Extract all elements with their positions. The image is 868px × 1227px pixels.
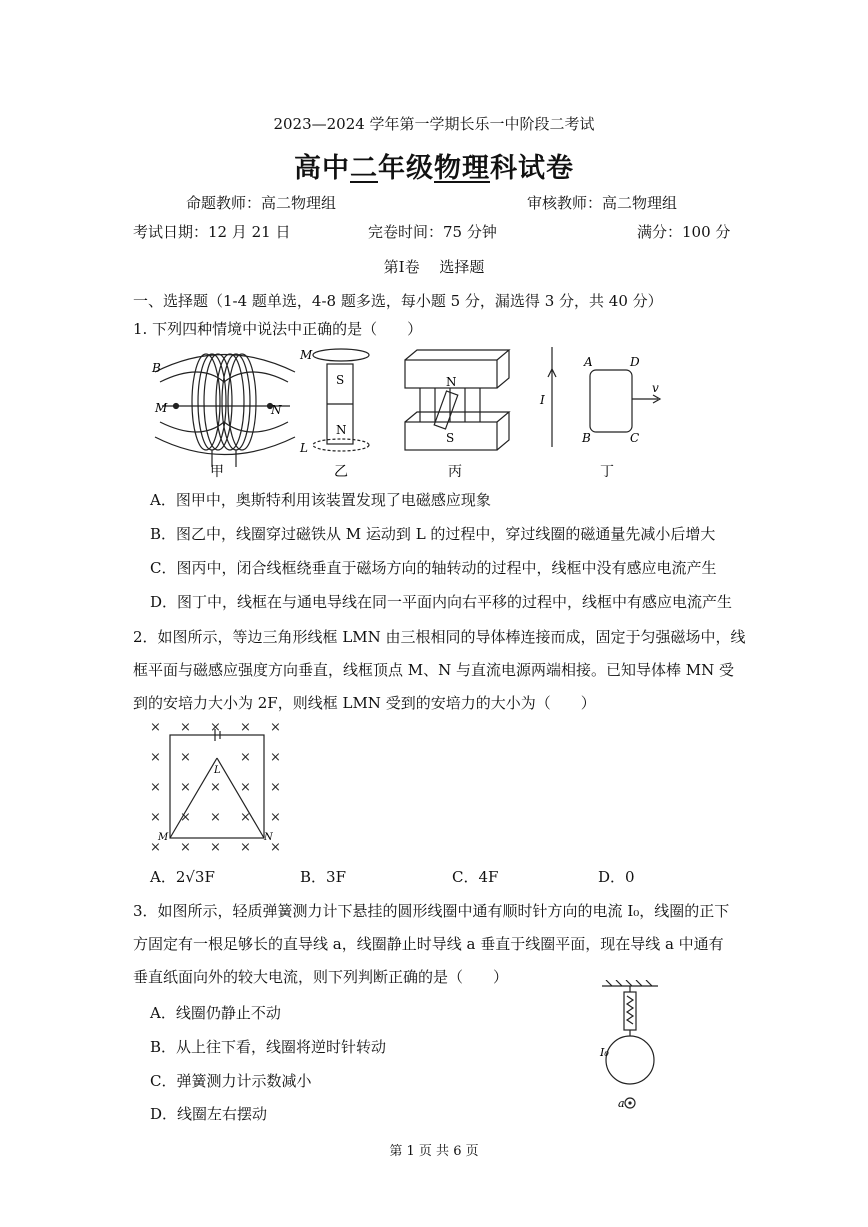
fig-bing-S: S: [446, 431, 455, 445]
svg-text:×: ×: [180, 840, 191, 855]
q1-figures: [140, 342, 700, 482]
svg-text:×: ×: [270, 840, 281, 855]
svg-text:×: ×: [270, 810, 281, 825]
q2-stem-line3: 到的安培力大小为 2F，则线框 LMN 受到的安培力的大小为（ ）: [133, 694, 596, 712]
title-grade: 二: [350, 153, 378, 184]
svg-text:×: ×: [270, 750, 281, 765]
fig-jia-B: B: [152, 361, 161, 375]
fig-jia-M: M: [155, 401, 168, 415]
full-score: 满分：100 分: [637, 223, 731, 241]
svg-text:×: ×: [270, 720, 281, 735]
q1-option-d: D．图丁中，线框在与通电导线在同一平面内向右平移的过程中，线框中有感应电流产生: [150, 593, 733, 611]
q3-fig-I0: I₀: [600, 1046, 609, 1059]
svg-text:×: ×: [240, 720, 251, 735]
fig-ding-A: A: [584, 355, 593, 369]
q1-option-c: C．图丙中，闭合线框绕垂直于磁场方向的轴转动的过程中，线框中没有感应电流产生: [150, 559, 717, 577]
q1-stem: 1. 下列四种情境中说法中正确的是（ ）: [133, 320, 423, 338]
fig-label-yi: 乙: [334, 464, 348, 480]
q2-fig-N: N: [264, 832, 273, 843]
exam-duration: 完卷时间：75 分钟: [368, 223, 497, 241]
exam-date: 考试日期：12 月 21 日: [133, 223, 291, 241]
fig-bing-N: N: [446, 375, 457, 389]
q2-figure: [142, 715, 292, 855]
svg-text:×: ×: [180, 780, 191, 795]
fig-label-bing: 丙: [448, 464, 462, 480]
part-one-heading: 一、选择题（1-4 题单选，4-8 题多选，每小题 5 分，漏选得 3 分，共 40 分）: [133, 292, 663, 310]
fig-yi-M: M: [300, 348, 313, 362]
q2-fig-L: L: [214, 765, 221, 776]
volume-heading: 第Ⅰ卷 选择题: [383, 258, 485, 276]
fig-jia-N: N: [271, 403, 282, 417]
q3-option-a: A．线圈仍静止不动: [150, 1004, 281, 1022]
q2-stem-line2: 框平面与磁感应强度方向垂直，线框顶点 M、N 与直流电源两端相接。已知导体棒 MN 受: [133, 661, 735, 679]
q2-option-d: D．0: [598, 868, 635, 886]
q2-option-a: A．2√3F: [150, 868, 215, 886]
q3-option-b: B．从上往下看，线圈将逆时针转动: [150, 1038, 387, 1056]
svg-text:×: ×: [180, 720, 191, 735]
fig-ding-D: D: [630, 355, 640, 369]
svg-text:×: ×: [150, 840, 161, 855]
svg-text:×: ×: [240, 750, 251, 765]
setter: 命题教师：高二物理组: [186, 194, 337, 212]
title-mid: 年级: [378, 153, 434, 184]
q3-option-c: C．弹簧测力计示数减小: [150, 1072, 312, 1090]
fig-ding-v: v: [652, 381, 659, 395]
q3-figure: [590, 980, 670, 1115]
fig-bing: [405, 350, 509, 450]
fig-ding: [548, 347, 660, 447]
title-prefix: 高中: [294, 153, 350, 184]
q1-option-b: B．图乙中，线圈穿过磁铁从 M 运动到 L 的过程中，穿过线圈的磁通量先减小后增大: [150, 525, 716, 543]
fig-label-ding: 丁: [600, 464, 614, 480]
svg-text:×: ×: [210, 720, 221, 735]
fig-ding-C: C: [630, 431, 640, 445]
svg-text:×: ×: [150, 780, 161, 795]
fig-yi-L: L: [300, 441, 308, 455]
q2-option-b: B．3F: [300, 868, 346, 886]
fig-ding-B: B: [582, 431, 591, 445]
title-suffix: 科试卷: [490, 153, 574, 184]
q2-option-c: C．4F: [452, 868, 499, 886]
fig-ding-I: I: [540, 393, 545, 407]
page-footer: 第 1 页 共 6 页: [389, 1144, 479, 1159]
q2-stem-line1: 2．如图所示，等边三角形线框 LMN 由三根相同的导体棒连接而成，固定于匀强磁场中，线: [133, 628, 746, 646]
svg-text:×: ×: [240, 780, 251, 795]
title-subject: 物理: [434, 153, 490, 184]
fig-yi-S: S: [336, 373, 345, 387]
fig-yi-N: N: [336, 423, 347, 437]
fig-label-jia: 甲: [210, 464, 224, 480]
svg-text:×: ×: [240, 840, 251, 855]
q3-option-d: D．线圈左右摆动: [150, 1105, 268, 1123]
svg-text:×: ×: [270, 780, 281, 795]
svg-text:×: ×: [210, 780, 221, 795]
svg-text:×: ×: [150, 720, 161, 735]
svg-text:×: ×: [210, 840, 221, 855]
paper-title: [0, 146, 868, 185]
q3-stem-line2: 方固定有一根足够长的直导线 a，线圈静止时导线 a 垂直于线圈平面，现在导线 a 中通有: [133, 935, 724, 953]
svg-text:×: ×: [180, 810, 191, 825]
q2-fig-M: M: [158, 832, 169, 843]
svg-text:×: ×: [150, 810, 161, 825]
q3-fig-a: a: [618, 1097, 625, 1110]
svg-text:×: ×: [210, 810, 221, 825]
exam-title: 2023—2024 学年第一学期长乐一中阶段二考试: [273, 115, 595, 133]
q3-stem-line3: 垂直纸面向外的较大电流，则下列判断正确的是（ ）: [133, 968, 509, 986]
svg-text:×: ×: [150, 750, 161, 765]
svg-text:×: ×: [180, 750, 191, 765]
svg-text:×: ×: [240, 810, 251, 825]
reviewer: 审核教师：高二物理组: [527, 194, 678, 212]
q3-stem-line1: 3．如图所示，轻质弹簧测力计下悬挂的圆形线圈中通有顺时针方向的电流 I₀，线圈的正下: [133, 902, 730, 920]
q1-option-a: A．图甲中，奥斯特利用该装置发现了电磁感应现象: [150, 491, 491, 509]
